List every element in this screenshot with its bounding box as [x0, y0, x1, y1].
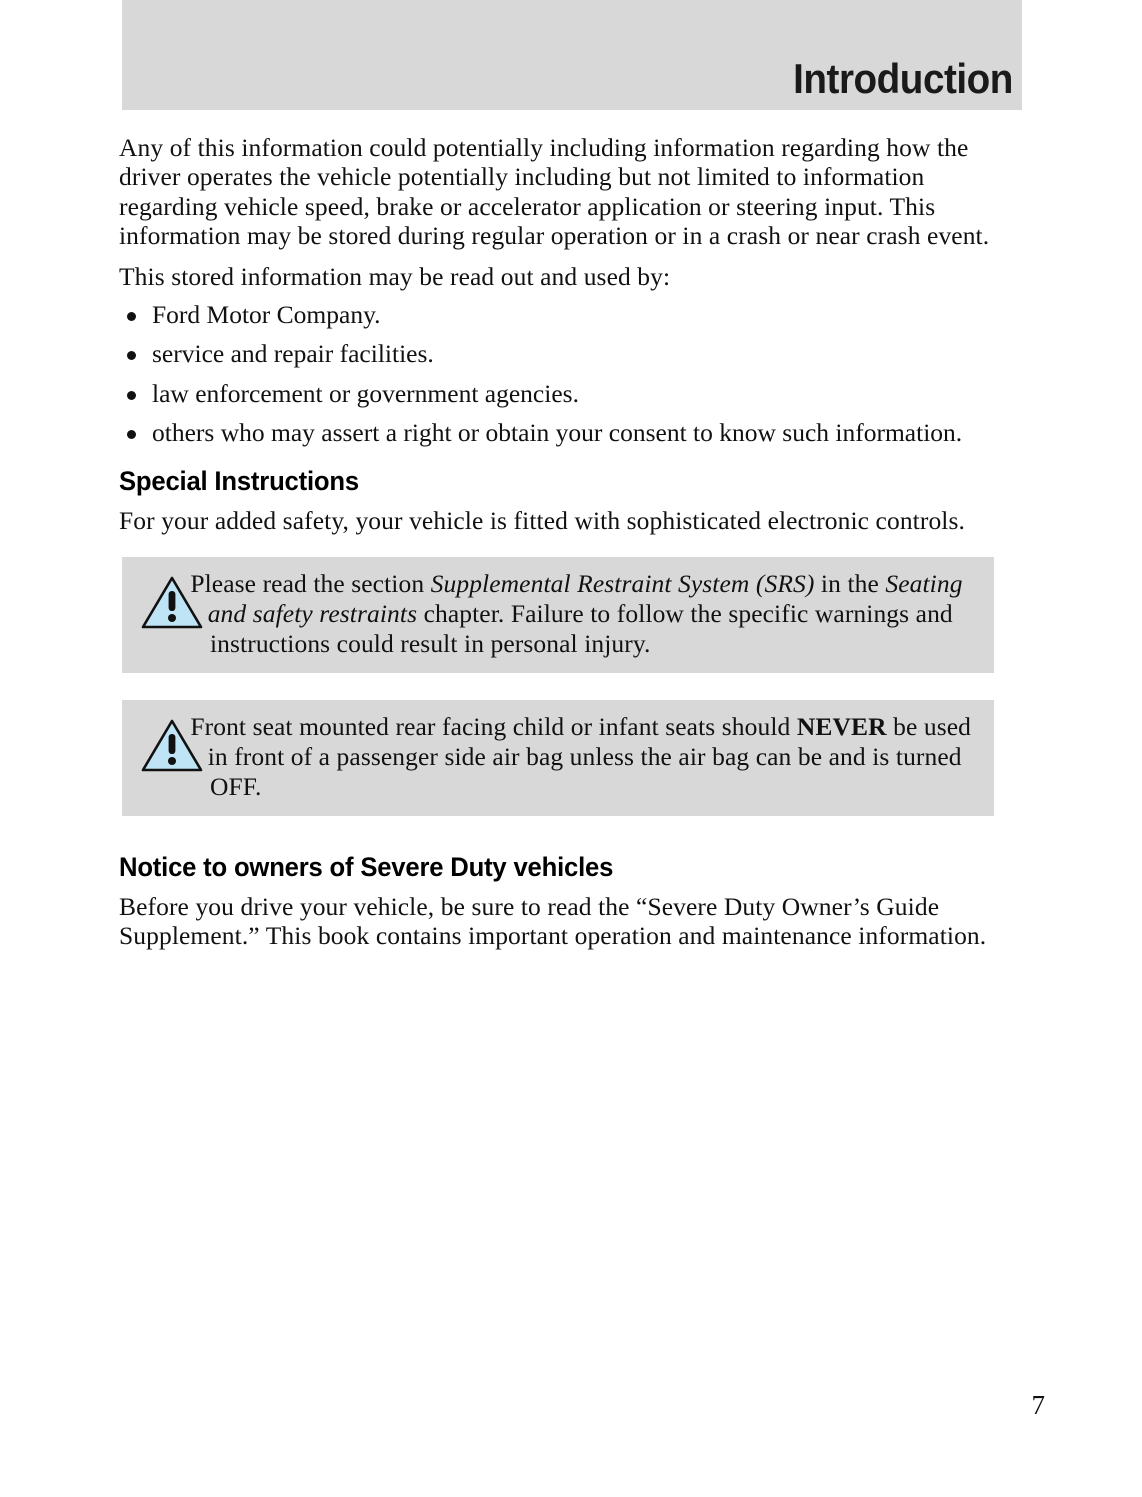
page-header-band [122, 0, 1022, 110]
list-item [119, 339, 1015, 368]
list-item [119, 379, 1015, 408]
bullet-dot-icon [127, 391, 136, 400]
bullet-dot-icon [127, 351, 136, 360]
usage-bullet-list [119, 300, 1015, 448]
warning-segment-italic: Supplemental Restraint System (SRS) [430, 569, 815, 599]
bullet-dot-icon [127, 430, 136, 439]
warning-box-airbag [122, 700, 994, 816]
list-item-label: service and repair facilities. [152, 339, 434, 369]
heading-special-instructions: Special Instructions [119, 465, 359, 496]
warning-segment: Please read the section [190, 569, 431, 599]
list-item-label: Ford Motor Company. [152, 300, 381, 330]
warning-segment: in the [814, 569, 886, 599]
list-item [119, 418, 1015, 447]
warning-segment: be used in front of a passenger side air bag unless the air bag can be and is turned OFF. [207, 712, 971, 802]
warning-segment-bold: NEVER [796, 712, 887, 742]
list-item-label: law enforcement or government agencies. [152, 378, 579, 408]
warning-segment-italic: Seating and safety restraints [207, 569, 963, 629]
warning-text-srs [136, 569, 980, 659]
warning-segment: Front seat mounted rear facing child or infant seats should [190, 712, 797, 742]
heading-severe-duty: Notice to owners of Severe Duty vehicles [119, 852, 614, 883]
bullet-dot-icon [127, 312, 136, 321]
special-instructions-paragraph: For your added safety, your vehicle is fitted with sophisticated electronic controls. [119, 505, 965, 535]
severe-duty-paragraph: Before you drive your vehicle, be sure to read the “Severe Duty Owner’s Guide Supplement.” This book contains important operation and maintenance information. [119, 892, 987, 951]
list-lead-in-paragraph: This stored information may be read out and used by: [119, 261, 671, 291]
page-content [119, 133, 1015, 962]
warning-text-airbag [136, 712, 980, 802]
warning-segment: chapter. Failure to follow the specific warnings and instructions could result in personal injury. [210, 599, 953, 659]
page-number: 7 [1031, 1390, 1045, 1420]
warning-box-srs [122, 557, 994, 673]
list-item-label: others who may assert a right or obtain your consent to know such information. [152, 418, 963, 448]
list-item [119, 300, 1015, 329]
intro-paragraph: Any of this information could potentially including information regarding how the driver operates the vehicle potentially including but not limited to information regarding vehicle speed, brake or accelerator application or steering input. This information may be stored during regular operation or in a crash or near crash event. [119, 133, 990, 251]
page-title: Introduction [793, 55, 1013, 102]
